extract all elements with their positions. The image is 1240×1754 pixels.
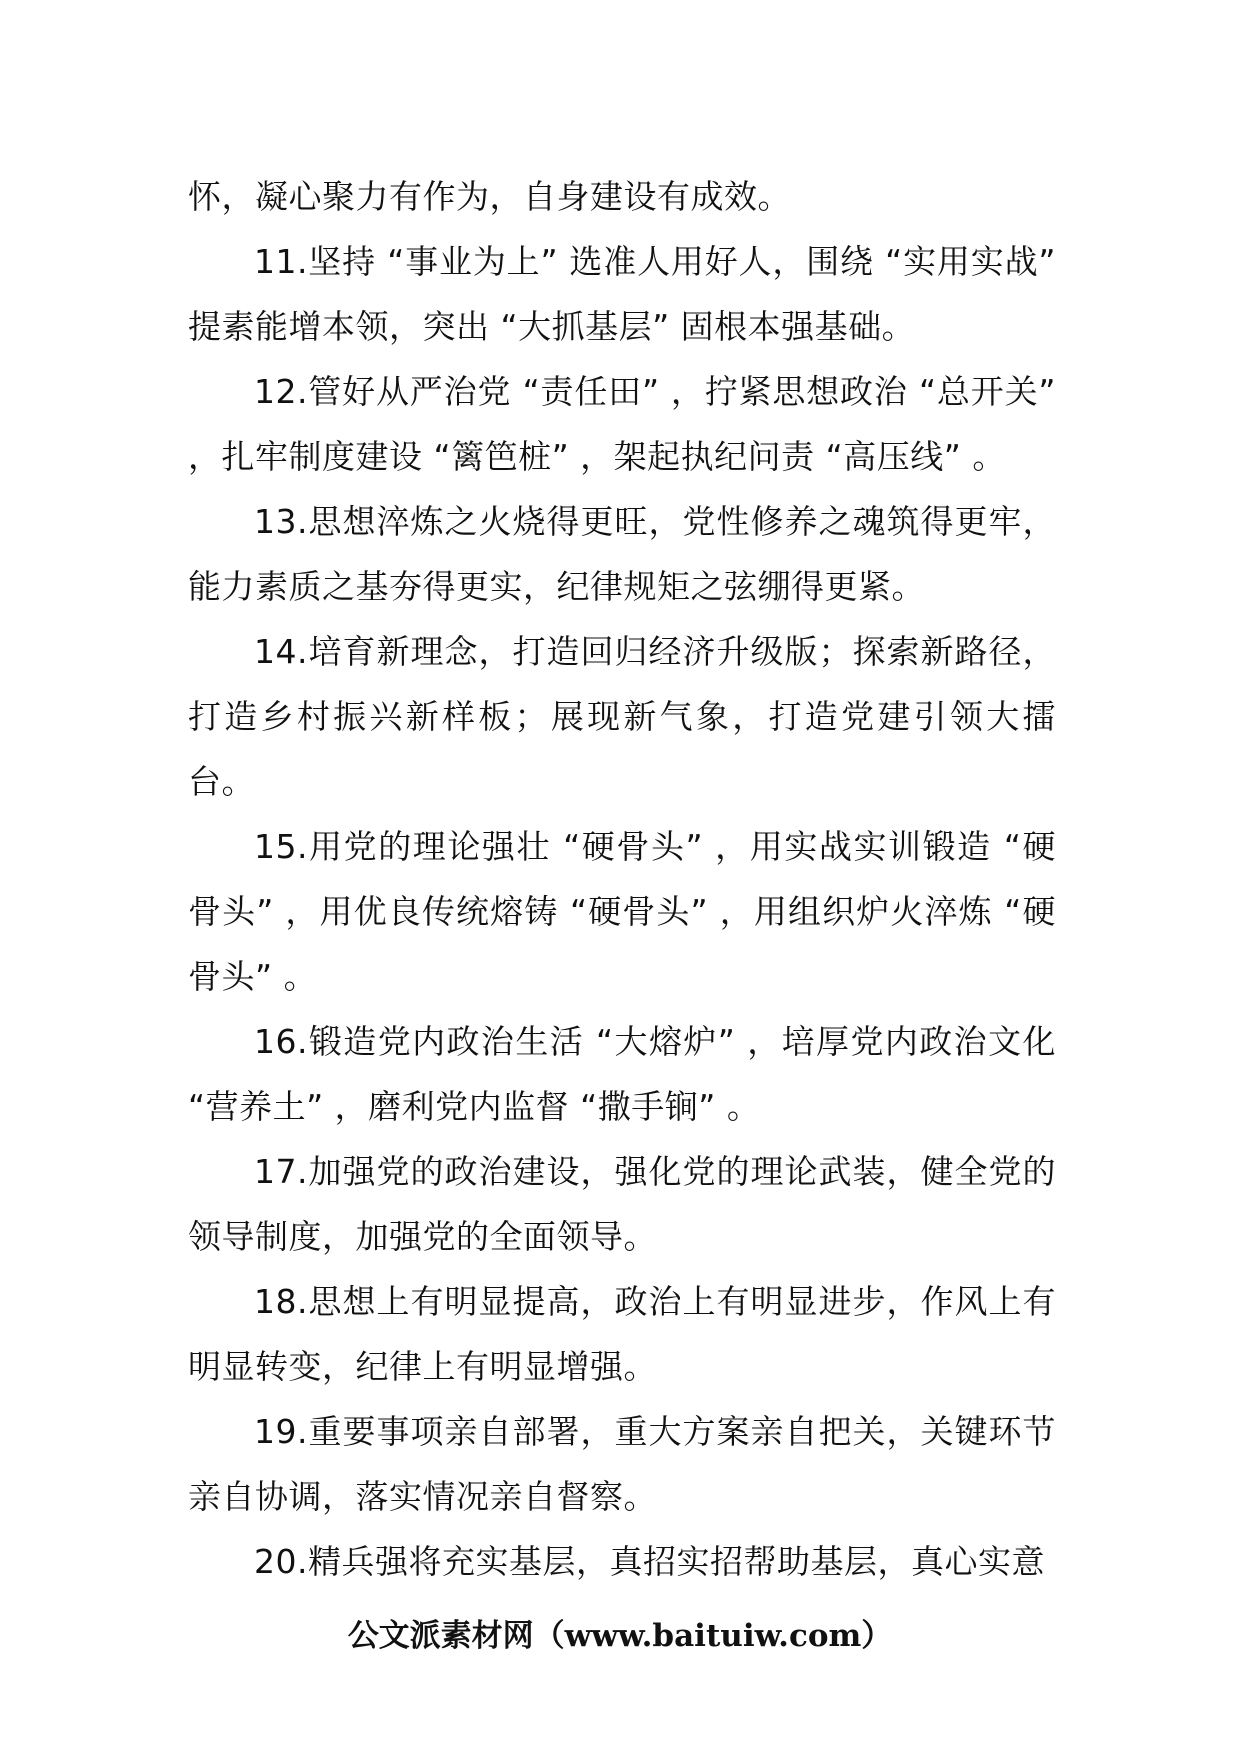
paragraph-item-11: 11.坚持 “事业为上” 选准人用好人，围绕 “实用实战” 提素能增本领，突出 “大抓基层” 固根本强基础。 bbox=[188, 242, 1056, 346]
paragraph-item-17: 17.加强党的政治建设，强化党的理论武装，健全党的领导制度，加强党的全面领导。 bbox=[188, 1152, 1056, 1256]
document-body bbox=[188, 164, 1056, 1594]
paragraph-item-13: 13.思想淬炼之火烧得更旺，党性修养之魂筑得更牢，能力素质之基夯得更实，纪律规矩之弦绷得更紧。 bbox=[188, 502, 1056, 606]
paragraph-item-16: 16.锻造党内政治生活 “大熔炉” ，培厚党内政治文化 “营养土” ，磨利党内监督 “撒手锏” 。 bbox=[188, 1022, 1056, 1126]
paragraph-continuation: 怀，凝心聚力有作为，自身建设有成效。 bbox=[188, 177, 791, 216]
paragraph-item-12: 12.管好从严治党 “责任田” ，拧紧思想政治 “总开关” ，扎牢制度建设 “篱笆桩” ，架起执纪问责 “高压线” 。 bbox=[188, 372, 1056, 476]
paragraph-item-14: 14.培育新理念，打造回归经济升级版；探索新路径，打造乡村振兴新样板；展现新气象，打造党建引领大擂台。 bbox=[188, 632, 1056, 801]
paragraph-item-15: 15.用党的理论强壮 “硬骨头” ，用实战实训锻造 “硬骨头” ，用优良传统熔铸 “硬骨头” ，用组织炉火淬炼 “硬骨头” 。 bbox=[188, 827, 1056, 996]
paragraph-item-18: 18.思想上有明显提高，政治上有明显进步，作风上有明显转变，纪律上有明显增强。 bbox=[188, 1282, 1056, 1386]
paragraph-item-19: 19.重要事项亲自部署，重大方案亲自把关，关键环节亲自协调，落实情况亲自督察。 bbox=[188, 1412, 1056, 1516]
page-footer: 公文派素材网（www.baituiw.com） bbox=[347, 1618, 893, 1654]
paragraph-item-20: 20.精兵强将充实基层，真招实招帮助基层，真心实意 bbox=[254, 1542, 1045, 1581]
